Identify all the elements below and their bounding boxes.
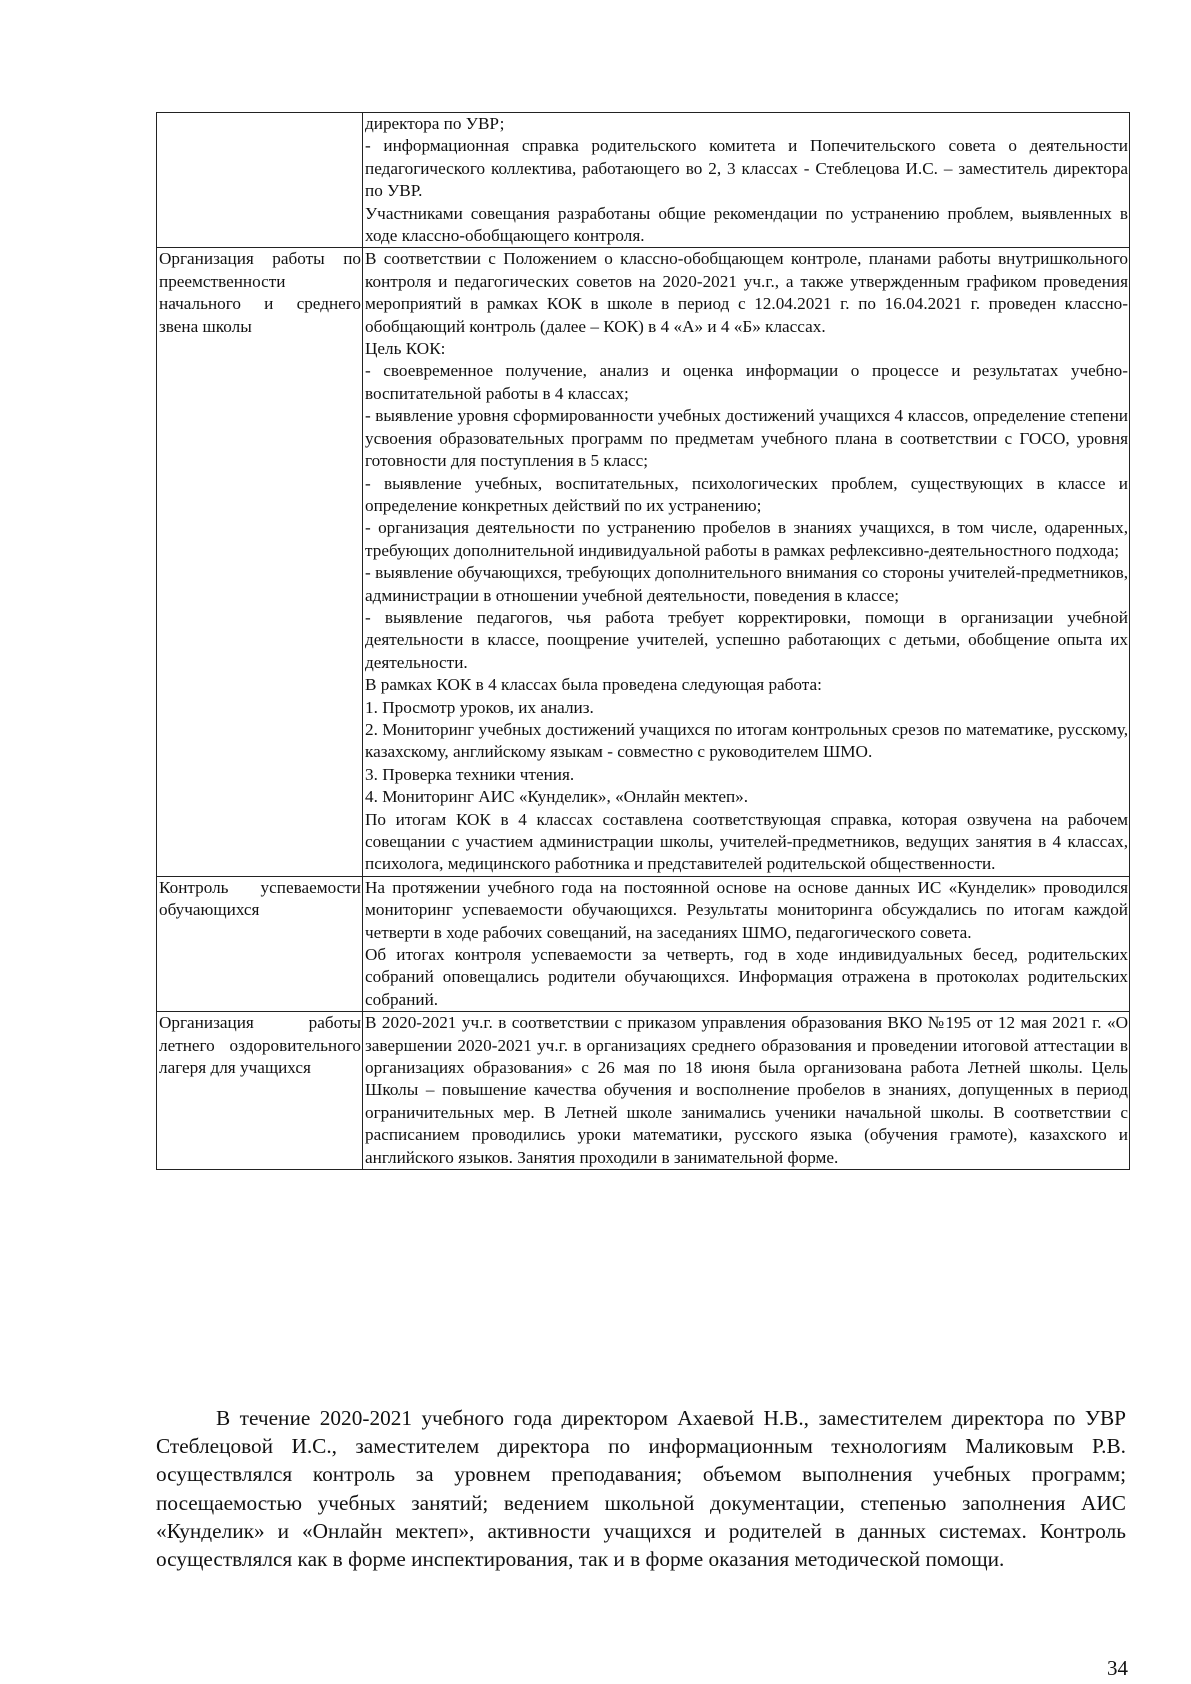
body-paragraph: В течение 2020-2021 учебного года директором Ахаевой Н.В., заместителем директора по УВР Стеблецовой И.С., заместителем директора по информационным технологиям Маликовым Р.В. осуществлялся контроль за уровнем преподавания; объемом выполнения учебных программ; посещаемостью учебных занятий; ведением школьной документации, степенью заполнения АИС «Кунделик» и «Онлайн мектеп», активности учащихся и родителей в данных системах. Контроль осуществлялся как в форме инспектирования, так и в форме оказания методической помощи. — [156, 1406, 1126, 1572]
table-row — [157, 1012, 1130, 1170]
cell-text: - организация деятельности по устранению пробелов в знаниях учащихся, в том числе, одаренных, требующих дополнительной индивидуальной работы в рамках рефлексивно-деятельностного подхода; — [365, 518, 1128, 560]
description-cell — [363, 248, 1130, 876]
cell-text: - выявление учебных, воспитательных, психологических проблем, существующих в классе и определение конкретных действий по их устранению; — [365, 473, 1128, 515]
cell-text: Об итогах контроля успеваемости за четверть, год в ходе индивидуальных бесед, родительских собраний оповещались родители обучающихся. Информация отражена в протоколах родительских собраний. — [365, 945, 1128, 1009]
table-row — [157, 113, 1130, 248]
cell-text: - своевременное получение, анализ и оценка информации о процессе и результатах учебно-воспитательной работы в 4 классах; — [365, 361, 1128, 403]
cell-text: 4. Мониторинг АИС «Кунделик», «Онлайн мектеп». — [365, 787, 749, 807]
description-cell — [363, 113, 1130, 248]
cell-text: В соответствии с Положением о классно-обобщающем контроле, планами работы внутришкольного контроля и педагогических советов на 2020-2021 уч.г., а также утвержденным графиком проведения мероприятий в рамках КОК в школе в период с 12.04.2021 г. по 16.04.2021 г. проведен классно-обобщающий контроль (далее – КОК) в 4 «А» и 4 «Б» классах. — [365, 249, 1128, 336]
topic-cell — [157, 113, 363, 248]
cell-text: 1. Просмотр уроков, их анализ. — [365, 697, 594, 717]
cell-text: На протяжении учебного года на постоянной основе на основе данных ИС «Кунделик» проводился мониторинг успеваемости обучающихся. Результаты мониторинга обсуждались по итогам каждой четверти в ходе рабочих совещаний, на заседаниях ШМО, педагогического совета. — [365, 877, 1128, 942]
cell-text: директора по УВР; — [365, 114, 505, 133]
cell-text: - выявление уровня сформированности учебных достижений учащихся 4 классов, определение степени усвоения образовательных программ по предметам учебного плана в соответствии с ГОСО, уровня готовности для поступления в 5 класс; — [365, 406, 1128, 471]
description-cell — [363, 876, 1130, 1011]
cell-text: - выявление обучающихся, требующих дополнительного внимания со стороны учителей-предметников, администрации в отношении учебной деятельности, поведения в классе; — [365, 563, 1128, 605]
description-cell — [363, 1012, 1130, 1170]
cell-text: По итогам КОК в 4 классах составлена соответствующая справка, которая озвучена на рабочем совещании с участием администрации школы, учителей-предметников, ведущих занятия в 4 классах, психолога, медицинского работника и представителей родительской общественности. — [365, 809, 1128, 874]
topic-cell: Организация работы по преемственности начального и среднего звена школы — [157, 248, 363, 876]
cell-text: - выявление педагогов, чья работа требует корректировки, помощи в организации учебной деятельности в классе, поощрение учителей, успешно работающих с детьми, обобщение опыта их деятельности. — [365, 607, 1128, 672]
cell-text: Цель КОК: — [365, 339, 446, 359]
cell-text: Участниками совещания разработаны общие рекомендации по устранению проблем, выявленных в ходе классно-обобщающего контроля. — [365, 203, 1128, 246]
cell-text: В 2020-2021 уч.г. в соответствии с приказом управления образования ВКО №195 от 12 мая 2021 г. «О завершении 2020-2021 уч.г. в организациях среднего образования и проведении итоговой аттестации в организациях образования» с 26 мая по 18 июня была организована работа Летней школы. Цель Школы – повышение качества обучения и восполнение пробелов в знаниях, допущенных в период ограничительных мер. В Летней школе занимались ученики начальной школы. В соответствии с расписанием проводились уроки математики, русского языка (обучения грамоте), казахского и английского языков. Занятия проходили в занимательной форме. — [365, 1013, 1128, 1167]
control-table — [156, 112, 1130, 1170]
cell-text: - информационная справка родительского комитета и Попечительского совета о деятельности педагогического коллектива, работающего во 2, 3 классах - Стеблецова И.С. – заместитель директора по УВР. — [365, 136, 1128, 201]
cell-text: 2. Мониторинг учебных достижений учащихся по итогам контрольных срезов по математике, русскому, казахскому, английскому языкам - совместно с руководителем ШМО. — [365, 719, 1128, 762]
topic-cell: Контроль успеваемости обучающихся — [157, 876, 363, 1011]
table-row — [157, 876, 1130, 1011]
cell-text: 3. Проверка техники чтения. — [365, 764, 575, 784]
table-row — [157, 248, 1130, 876]
topic-cell: Организация работы летнего оздоровительного лагеря для учащихся — [157, 1012, 363, 1170]
cell-text: В рамках КОК в 4 классах была проведена следующая работа: — [365, 675, 822, 695]
page-number: 34 — [1107, 1656, 1128, 1680]
